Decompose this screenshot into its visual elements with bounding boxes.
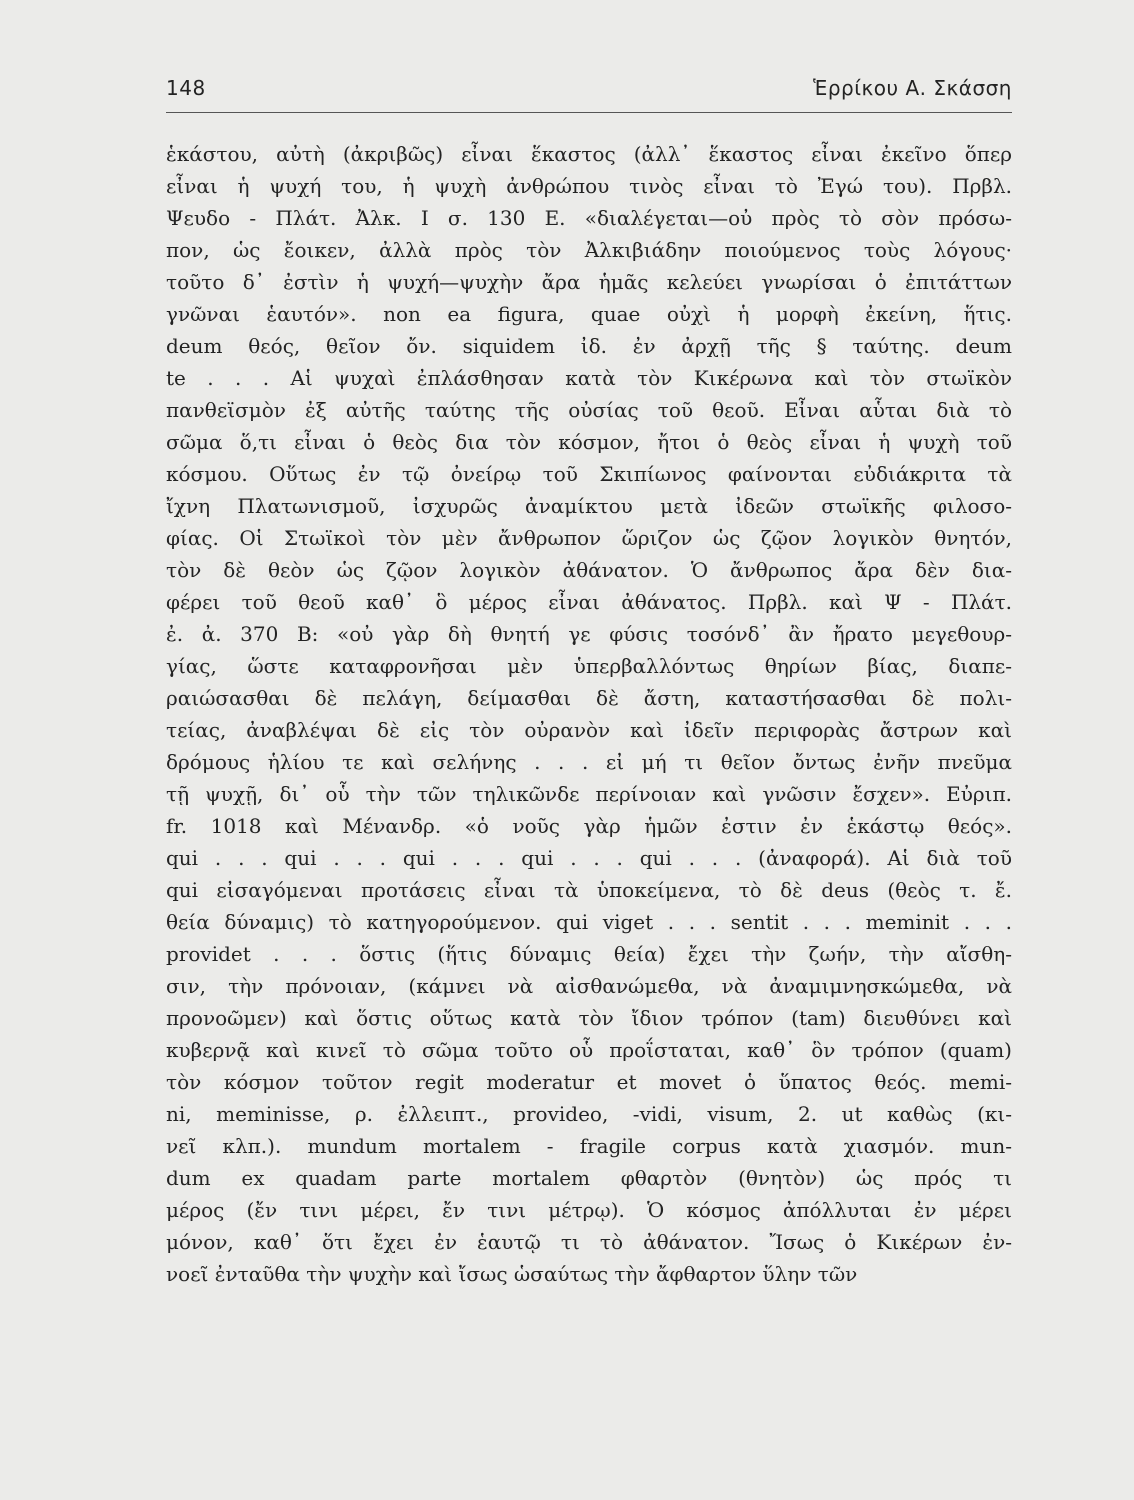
- text-line: ἑκάστου, αὐτὴ (ἀκριβῶς) εἶναι ἕκαστος (ἀλλ᾽ ἕκαστος εἶναι ἐκεῖνο ὅπερ: [166, 142, 1012, 166]
- text-line: deum θεός, θεῖον ὄν. siquidem ἰδ. ἐν ἀρχῇ τῆς § ταύτης. deum: [166, 334, 1012, 358]
- text-line: φίας. Οἱ Στωϊκοὶ τὸν μὲν ἄνθρωπον ὥριζον ὡς ζῷον λογικὸν θνητόν,: [166, 526, 1012, 550]
- text-line: εἶναι ἡ ψυχή του, ἡ ψυχὴ ἀνθρώπου τινὸς εἶναι τὸ Ἐγώ του). Πρβλ.: [166, 174, 1012, 198]
- text-line: γνῶναι ἑαυτόν». non ea figura, quae οὐχὶ ἡ μορφὴ ἐκείνη, ἥτις.: [166, 302, 1012, 326]
- text-line: ἐ. ἀ. 370 Β: «οὐ γὰρ δὴ θνητή γε φύσις τοσόνδ᾽ ἂν ἤρατο μεγεθουρ-: [166, 622, 1012, 646]
- running-head: [166, 74, 1012, 106]
- text-line: γίας, ὥστε καταφρονῆσαι μὲν ὑπερβαλλόντως θηρίων βίας, διαπε-: [166, 654, 1012, 678]
- text-line: ni, meminisse, ρ. ἐλλειπτ., provideo, -vidi, visum, 2. ut καθὼς (κι-: [166, 1102, 1012, 1126]
- text-line: μόνον, καθ᾽ ὅτι ἔχει ἐν ἑαυτῷ τι τὸ ἀθάνατον. Ἴσως ὁ Κικέρων ἐν-: [166, 1230, 1012, 1254]
- text-line: qui εἰσαγόμεναι προτάσεις εἶναι τὰ ὑποκείμενα, τὸ δὲ deus (θεὸς τ. ἔ.: [166, 878, 1012, 902]
- text-line: qui . . . qui . . . qui . . . qui . . . qui . . . (ἀναφορά). Αἱ διὰ τοῦ: [166, 846, 1012, 870]
- text-line: τείας, ἀναβλέψαι δὲ εἰς τὸν οὐρανὸν καὶ ἰδεῖν περιφορὰς ἄστρων καὶ: [166, 718, 1012, 742]
- text-line: πανθεϊσμὸν ἐξ αὐτῆς ταύτης τῆς οὐσίας τοῦ θεοῦ. Εἶναι αὗται διὰ τὸ: [166, 398, 1012, 422]
- text-line: τὸν δὲ θεὸν ὡς ζῷον λογικὸν ἀθάνατον. Ὁ ἄνθρωπος ἄρα δὲν δια-: [166, 558, 1012, 582]
- running-title: Ἑρρίκου Α. Σκάσση: [813, 76, 1012, 100]
- text-line: ραιώσασθαι δὲ πελάγη, δείμασθαι δὲ ἄστη, καταστήσασθαι δὲ πολι-: [166, 686, 1012, 710]
- text-line: μέρος (ἔν τινι μέρει, ἔν τινι μέτρῳ). Ὁ κόσμος ἀπόλλυται ἐν μέρει: [166, 1198, 1012, 1222]
- text-line: κυβερνᾷ καὶ κινεῖ τὸ σῶμα τοῦτο οὗ προΐσταται, καθ᾽ ὃν τρόπον (quam): [166, 1038, 1012, 1062]
- text-line: σιν, τὴν πρόνοιαν, (κάμνει νὰ αἰσθανώμεθα, νὰ ἀναμιμνησκώμεθα, νὰ: [166, 974, 1012, 998]
- text-line: τὸν κόσμον τοῦτον regit moderatur et movet ὁ ὕπατος θεός. memi-: [166, 1070, 1012, 1094]
- text-line: ἴχνη Πλατωνισμοῦ, ἰσχυρῶς ἀναμίκτου μετὰ ἰδεῶν στωϊκῆς φιλοσο-: [166, 494, 1012, 518]
- text-line: θεία δύναμις) τὸ κατηγορούμενον. qui viget . . . sentit . . . meminit . . .: [166, 910, 1012, 934]
- text-line: φέρει τοῦ θεοῦ καθ᾽ ὃ μέρος εἶναι ἀθάνατος. Πρβλ. καὶ Ψ - Πλάτ.: [166, 590, 1012, 614]
- text-line: Ψευδο - Πλάτ. Ἀλκ. Ι σ. 130 Ε. «διαλέγεται—οὐ πρὸς τὸ σὸν πρόσω-: [166, 206, 1012, 230]
- text-line: providet . . . ὅστις (ἥτις δύναμις θεία) ἔχει τὴν ζωήν, τὴν αἴσθη-: [166, 942, 1012, 966]
- body-text: [166, 138, 1012, 1290]
- text-line: te . . . Αἱ ψυχαὶ ἐπλάσθησαν κατὰ τὸν Κικέρωνα καὶ τὸν στωϊκὸν: [166, 366, 1012, 390]
- text-line: πον, ὡς ἔοικεν, ἀλλὰ πρὸς τὸν Ἀλκιβιάδην ποιούμενος τοὺς λόγους·: [166, 238, 1012, 262]
- text-line: fr. 1018 καὶ Μένανδρ. «ὁ νοῦς γὰρ ἡμῶν ἐστιν ἐν ἑκάστῳ θεός».: [166, 814, 1012, 838]
- text-line: νεῖ κλπ.). mundum mortalem - fragile corpus κατὰ χιασμόν. mun-: [166, 1134, 1012, 1158]
- text-line: τοῦτο δ᾽ ἐστὶν ἡ ψυχή—ψυχὴν ἄρα ἡμᾶς κελεύει γνωρίσαι ὁ ἐπιτάττων: [166, 270, 1012, 294]
- text-line: τῇ ψυχῇ, δι᾽ οὗ τὴν τῶν τηλικῶνδε περίνοιαν καὶ γνῶσιν ἔσχεν». Εὐριπ.: [166, 782, 1012, 806]
- text-line: προνοῶμεν) καὶ ὅστις οὕτως κατὰ τὸν ἴδιον τρόπον (tam) διευθύνει καὶ: [166, 1006, 1012, 1030]
- header-rule: [166, 112, 1012, 113]
- text-line: σῶμα ὅ,τι εἶναι ὁ θεὸς δια τὸν κόσμον, ἤτοι ὁ θεὸς εἶναι ἡ ψυχὴ τοῦ: [166, 430, 1012, 454]
- text-line: νοεῖ ἐνταῦθα τὴν ψυχὴν καὶ ἴσως ὡσαύτως τὴν ἄφθαρτον ὕλην τῶν: [166, 1262, 858, 1286]
- page-number: 148: [166, 76, 206, 100]
- text-line: κόσμου. Οὕτως ἐν τῷ ὀνείρῳ τοῦ Σκιπίωνος φαίνονται εὐδιάκριτα τὰ: [166, 462, 1012, 486]
- text-line: dum ex quadam parte mortalem φθαρτὸν (θνητὸν) ὡς πρός τι: [166, 1166, 1012, 1190]
- text-line: δρόμους ἡλίου τε καὶ σελήνης . . . εἰ μή τι θεῖον ὄντως ἐνῆν πνεῦμα: [166, 750, 1012, 774]
